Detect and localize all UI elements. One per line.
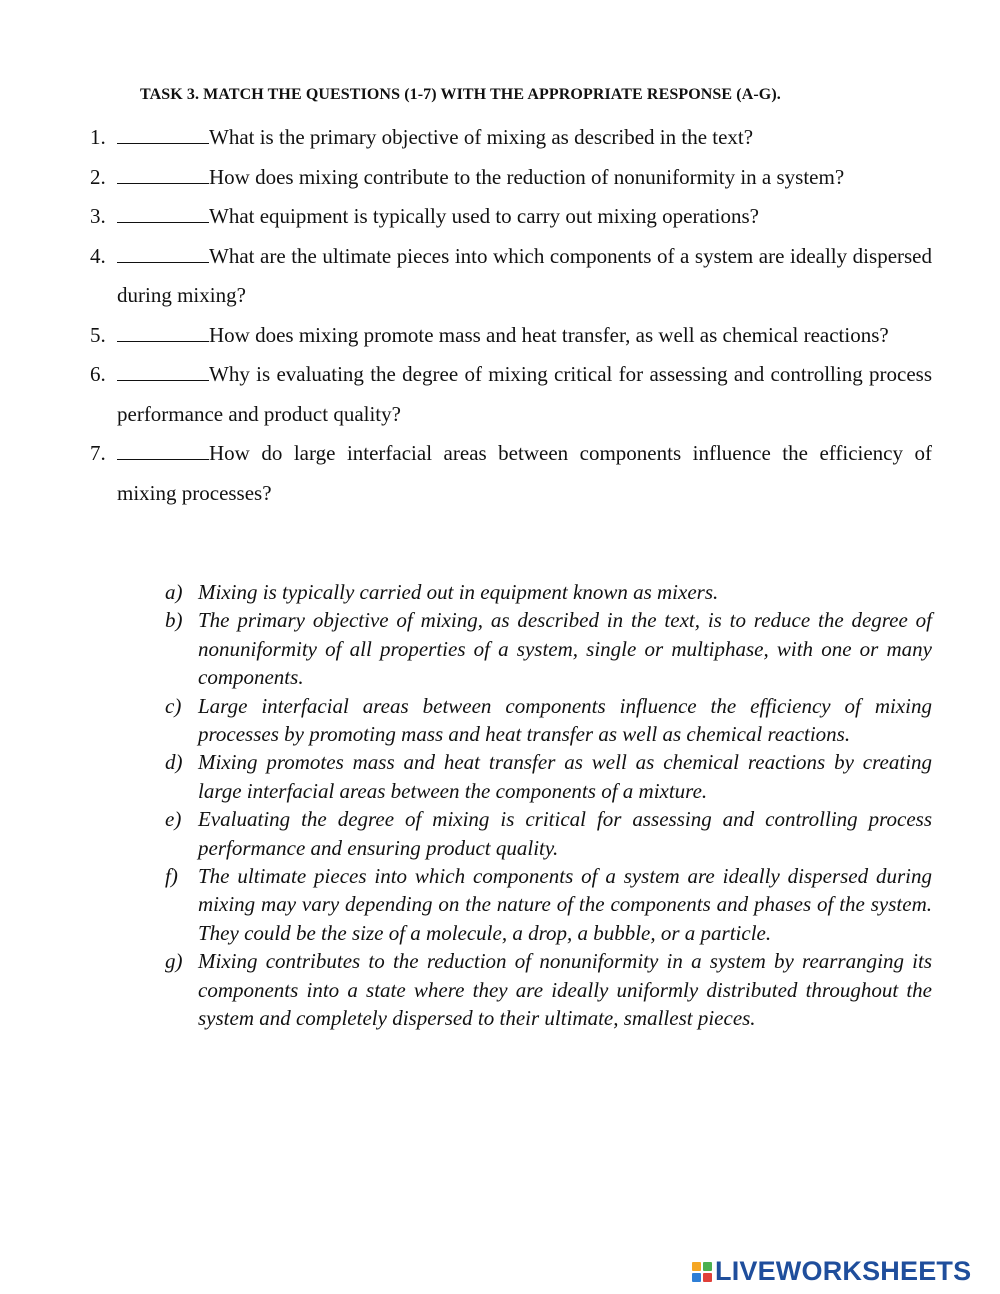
question-number: 2. <box>90 164 106 189</box>
response-letter: a) <box>165 580 183 604</box>
logo-square <box>692 1273 701 1282</box>
question-text: What equipment is typically used to carry out mixing operations? <box>209 204 759 228</box>
answer-blank[interactable] <box>117 362 209 381</box>
answer-blank[interactable] <box>117 323 209 342</box>
response-item <box>165 947 932 1032</box>
response-letter: f) <box>165 864 178 889</box>
response-text: Evaluating the degree of mixing is critical for assessing and controlling process performance and ensuring product quality. <box>198 807 932 860</box>
question-number: 5. <box>90 322 106 347</box>
response-item <box>165 692 932 749</box>
response-letter: b) <box>165 608 183 633</box>
response-item <box>165 805 932 862</box>
question-text: Why is evaluating the degree of mixing critical for assessing and controlling process performance and product quality? <box>117 362 932 426</box>
answer-blank[interactable] <box>117 165 209 184</box>
question-text: How does mixing contribute to the reduction of nonuniformity in a system? <box>209 164 845 189</box>
logo-square <box>703 1262 712 1271</box>
question-text: How do large interfacial areas between components influence the efficiency of mixing processes? <box>117 441 932 505</box>
question-item <box>90 197 932 237</box>
logo-text: LIVEWORKSHEETS <box>715 1256 972 1286</box>
task-title: TASK 3. MATCH THE QUESTIONS (1-7) WITH THE APPROPRIATE RESPONSE (A-G). <box>140 86 781 103</box>
response-text: Mixing promotes mass and heat transfer as well as chemical reactions by creating large interfacial areas between the components of a mixture. <box>198 750 932 803</box>
response-text: The primary objective of mixing, as described in the text, is to reduce the degree of nonuniformity of all properties of a system, single or multiphase, with one or many components. <box>198 608 932 690</box>
question-number: 6. <box>90 362 106 386</box>
question-text: How does mixing promote mass and heat transfer, as well as chemical reactions? <box>209 322 889 347</box>
question-number: 3. <box>90 204 106 228</box>
response-item <box>165 578 932 606</box>
response-text: Mixing is typically carried out in equipment known as mixers. <box>198 580 719 604</box>
response-text: Large interfacial areas between components influence the efficiency of mixing processes by promoting mass and heat transfer as well as chemical reactions. <box>198 693 932 747</box>
response-text: Mixing contributes to the reduction of nonuniformity in a system by rearranging its components into a state where they are ideally uniformly distributed throughout the system and completely dispersed to their ultimate, smallest pieces. <box>198 949 932 1031</box>
question-item <box>90 118 932 158</box>
question-item <box>90 158 932 198</box>
answer-blank[interactable] <box>117 441 209 460</box>
question-number: 4. <box>90 243 106 268</box>
question-item <box>90 355 932 434</box>
response-item <box>165 862 932 947</box>
question-number: 7. <box>90 441 106 465</box>
liveworksheets-logo <box>692 1256 971 1287</box>
answer-blank[interactable] <box>117 125 209 144</box>
answer-blank[interactable] <box>117 204 209 223</box>
response-letter: c) <box>165 693 182 718</box>
response-item <box>165 606 932 691</box>
answer-blank[interactable] <box>117 244 209 263</box>
question-text: What is the primary objective of mixing as described in the text? <box>209 125 754 149</box>
response-list <box>165 578 932 1033</box>
logo-square <box>703 1273 712 1282</box>
logo-square <box>692 1262 701 1271</box>
response-text: The ultimate pieces into which components of a system are ideally dispersed during mixing may vary depending on the nature of the components and phases of the system. They could be the size of a molecule, a drop, a bubble, or a particle. <box>198 864 932 945</box>
response-letter: d) <box>165 750 183 775</box>
question-list <box>90 118 932 513</box>
response-letter: e) <box>165 807 182 832</box>
response-item <box>165 748 932 805</box>
question-number: 1. <box>90 125 106 149</box>
question-item <box>90 434 932 513</box>
question-item <box>90 237 932 316</box>
response-letter: g) <box>165 949 183 974</box>
logo-squares-icon <box>692 1262 712 1282</box>
question-item <box>90 316 932 356</box>
question-text: What are the ultimate pieces into which components of a system are ideally dispersed during mixing? <box>117 243 932 307</box>
